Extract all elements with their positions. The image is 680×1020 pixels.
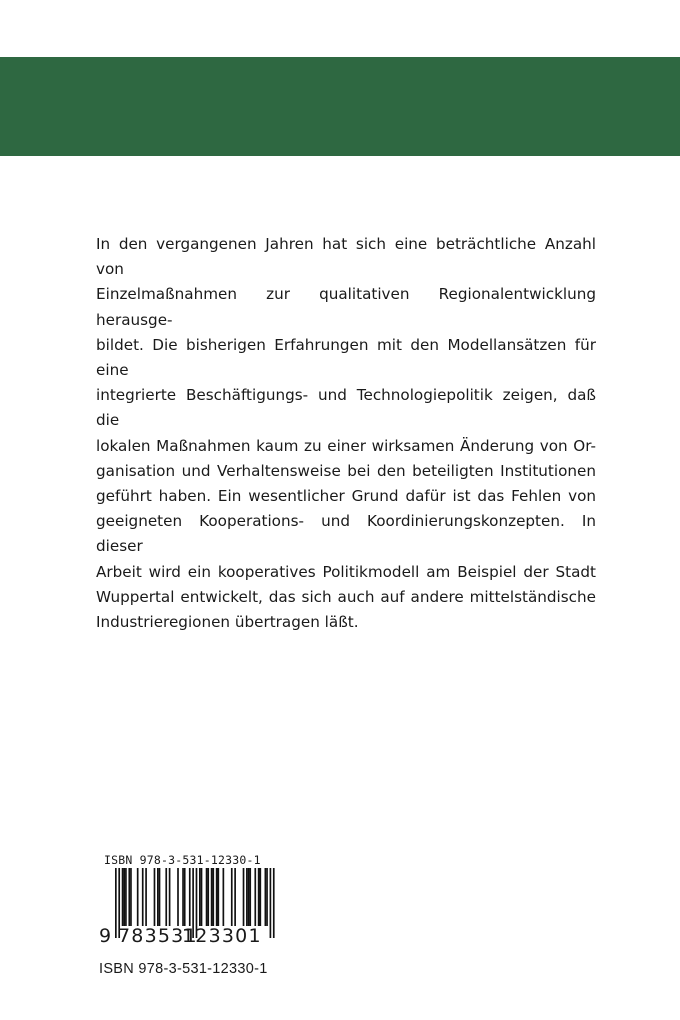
blurb-line: bildet. Die bisherigen Erfahrungen mit den Modellansätzen für eine: [96, 335, 596, 380]
blurb-line: geführt haben. Ein wesentlicher Grund dafür ist das Fehlen von: [96, 487, 596, 506]
barcode-bar: [199, 868, 201, 926]
barcode-bar: [216, 868, 218, 926]
barcode-bar: [206, 868, 208, 926]
barcode-bar: [122, 868, 124, 926]
barcode-bar: [154, 868, 156, 926]
blurb-line: integrierte Beschäftigungs- und Technologiepolitik zeigen, daß die: [96, 386, 596, 430]
back-cover-blurb: [96, 232, 596, 635]
barcode-guard-bar: [273, 868, 275, 938]
barcode-bar: [249, 868, 251, 926]
barcode-bar: [259, 868, 261, 926]
barcode-guard-bar: [270, 868, 272, 938]
barcode-bar: [248, 868, 250, 926]
barcode-bar: [217, 868, 219, 926]
barcode-bar: [169, 868, 171, 926]
barcode-guard-bar: [115, 868, 117, 938]
barcode-bar: [234, 868, 236, 926]
barcode-bar: [231, 868, 233, 926]
barcode-bar: [177, 868, 179, 926]
barcode-bar: [258, 868, 260, 926]
barcode-bar: [142, 868, 144, 926]
barcode-bar: [123, 868, 125, 926]
barcode-bar: [137, 868, 139, 926]
barcode-bar: [145, 868, 147, 926]
barcode-bar: [212, 868, 214, 926]
blurb-line: geeigneten Kooperations- und Koordinierungskonzepten. In dieser: [96, 512, 596, 556]
barcode-bar: [159, 868, 161, 926]
barcode-bar: [125, 868, 127, 926]
barcode-bar: [266, 868, 268, 926]
blurb-line: Wuppertal entwickelt, das sich auch auf andere mittelständische: [96, 587, 596, 606]
blurb-line: In den vergangenen Jahren hat sich eine beträchtliche Anzahl von: [96, 235, 596, 279]
blurb-line: Arbeit wird ein kooperatives Politikmodell am Beispiel der Stadt: [96, 562, 596, 581]
ean-right-group: 123301: [182, 925, 262, 947]
blurb-line: Industrieregionen übertragen läßt.: [96, 613, 359, 632]
ean-left-group: 783531: [118, 925, 198, 947]
barcode-bar: [184, 868, 186, 926]
barcode-bar: [223, 868, 225, 926]
blurb-line: ganisation und Verhaltensweise bei den beteiligten Institutionen: [96, 461, 596, 480]
barcode-bar: [130, 868, 132, 926]
barcode-bar: [211, 868, 213, 926]
barcode-isbn-label: ISBN 978-3-531-12330-1: [104, 853, 261, 867]
barcode-bar: [207, 868, 209, 926]
barcode-bar: [157, 868, 159, 926]
barcode-bar: [165, 868, 167, 926]
footer-isbn: ISBN 978-3-531-12330-1: [99, 961, 268, 977]
barcode-bar: [201, 868, 203, 926]
barcode-bar: [243, 868, 245, 926]
barcode-bar: [182, 868, 184, 926]
barcode-bar: [265, 868, 267, 926]
barcode-bar: [254, 868, 256, 926]
barcode-bar: [246, 868, 248, 926]
blurb-line: lokalen Maßnahmen kaum zu einer wirksamen Änderung von Or-: [96, 436, 596, 455]
cover-color-band: [0, 57, 680, 156]
barcode-bar: [189, 868, 191, 926]
blurb-line: Einzelmaßnahmen zur qualitativen Regionalentwicklung herausge-: [96, 285, 596, 329]
ean-first-digit: 9: [99, 925, 112, 947]
barcode-bar: [128, 868, 130, 926]
